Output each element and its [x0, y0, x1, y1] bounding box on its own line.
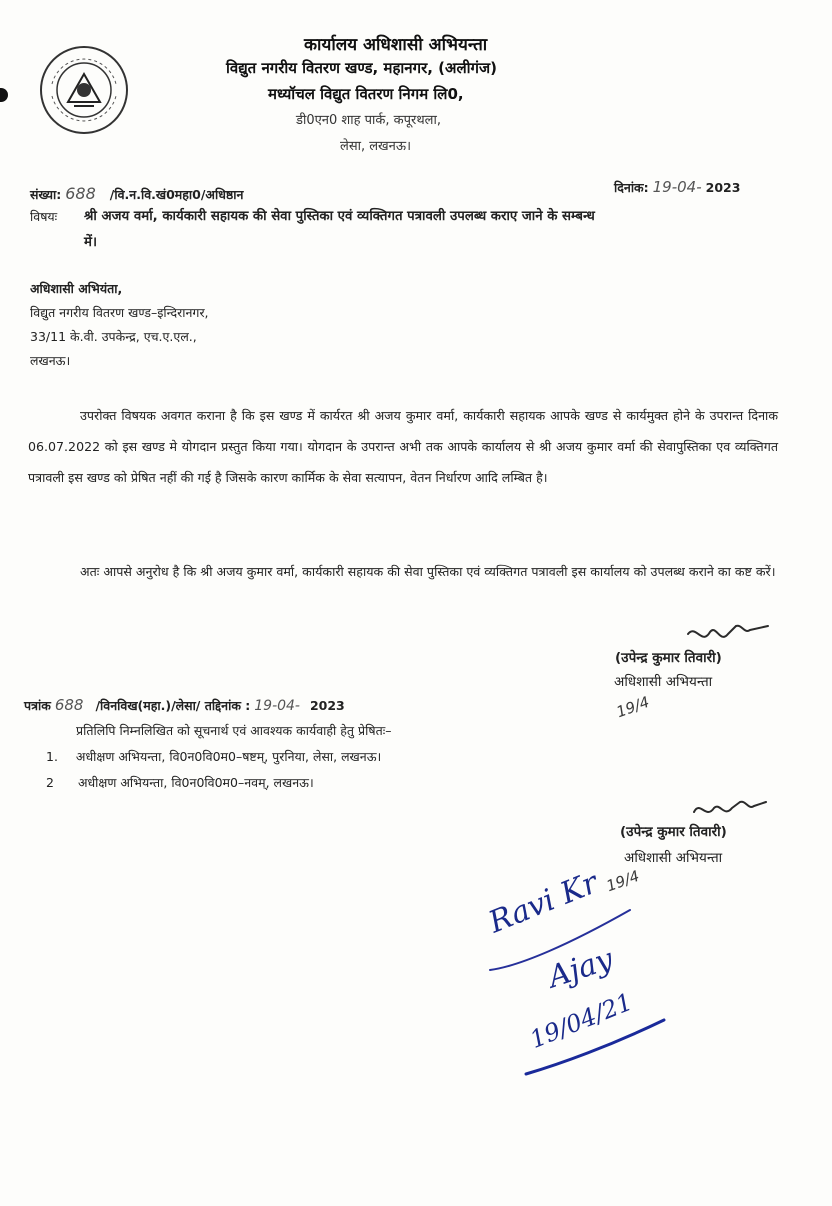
handwritten-annotation-initials: Ajay: [544, 941, 618, 996]
handwritten-stroke: [480, 900, 640, 980]
reference-date: दिनांक: 19-04- 2023: [614, 178, 741, 196]
signatory-name-1: (उपेन्द्र कुमार तिवारी): [615, 650, 722, 666]
subject-label: विषयः: [30, 209, 58, 224]
reference-number: संख्या: 688 /वि.न.वि.खं0महा0/अधिष्ठान: [30, 184, 244, 203]
subject-text-cont: में।: [84, 235, 97, 250]
signature-date-note-1: 19/4: [613, 692, 652, 722]
addressee-substation: 33/11 के.वी. उपकेन्द्र, एच.ए.एल.,: [30, 329, 197, 344]
copy-reference: पत्रांक 688 /विनविख(महा.)/लेसा/ तद्दिनांक : 19-04- 2023: [24, 696, 345, 714]
header-corporation: मध्यॉचल विद्युत वितरण निगम लि0,: [268, 85, 464, 103]
subject-text: श्री अजय वर्मा, कार्यकारी सहायक की सेवा पुस्तिका एवं व्यक्तिगत पत्रावली उपलब्ध कराए जाने के सम्बन्ध: [84, 209, 595, 224]
body-paragraph-1: उपरोक्त विषयक अवगत कराना है कि इस खण्ड में कार्यरत श्री अजय कुमार वर्मा, कार्यकारी सहायक आपके खण्ड से कार्यमुक्त होने के उपरान्त दिनाक 06.07.2022 को इस खण्ड मे योगदान प्रस्तुत किया गया। योगदान के उपरान्त अभी तक आपके कार्यालय से श्री अजय कुमार वर्मा की सेवापुस्तिका एव व्यक्तिगत पत्रावली इस खण्ड को प्रेषित नहीं की गई है जिसके कारण कार्मिक के सेवा सत्यापन, वेतन निर्धारण आदि लम्बित है।: [28, 408, 778, 485]
addressee-title: अधिशासी अभियंता,: [30, 281, 123, 296]
signatory-designation-2: अधिशासी अभियन्ता: [624, 850, 723, 866]
signatory-name-2: (उपेन्द्र कुमार तिवारी): [620, 824, 727, 840]
signatory-designation-1: अधिशासी अभियन्ता: [614, 674, 713, 690]
header-address: डी0एन0 शाह पार्क, कपूरथला,: [296, 113, 441, 128]
addressee-division: विद्युत नगरीय वितरण खण्ड–इन्दिरानगर,: [30, 305, 209, 320]
handwritten-annotation-date: 19/04/21: [526, 987, 637, 1054]
handwritten-annotation-name: Ravi Kr: [484, 865, 603, 941]
header-city: लेसा, लखनऊ।: [340, 139, 412, 154]
copy-item-1: 1. अधीक्षण अभियन्ता, वि0न0वि0म0–षष्टम्, पुरनिया, लेसा, लखनऊ।: [46, 749, 382, 764]
signature-date-note-2: 19/4: [603, 866, 642, 896]
body-paragraph-2: अतः आपसे अनुरोध है कि श्री अजय कुमार वर्मा, कार्यकारी सहायक की सेवा पुस्तिका एवं व्यक्तिगत पत्रावली इस कार्यालय को उपलब्ध कराने का कष्ट करें।: [80, 564, 776, 579]
binder-hole-mark: [0, 88, 8, 102]
office-seal-icon: [38, 44, 130, 136]
copy-item-2: 2 अधीक्षण अभियन्ता, वि0न0वि0म0–नवम्, लखनऊ।: [46, 775, 314, 790]
handwritten-underline: [520, 1010, 670, 1080]
header-division: विद्युत नगरीय वितरण खण्ड, महानगर, (अलीगंज): [226, 59, 497, 77]
header-office-title: कार्यालय अधिशासी अभियन्ता: [304, 35, 488, 55]
addressee-city: लखनऊ।: [30, 353, 71, 368]
copy-intro: प्रतिलिपि निम्नलिखित को सूचनार्थ एवं आवश्यक कार्यवाही हेतु प्रेषितः–: [76, 723, 392, 738]
